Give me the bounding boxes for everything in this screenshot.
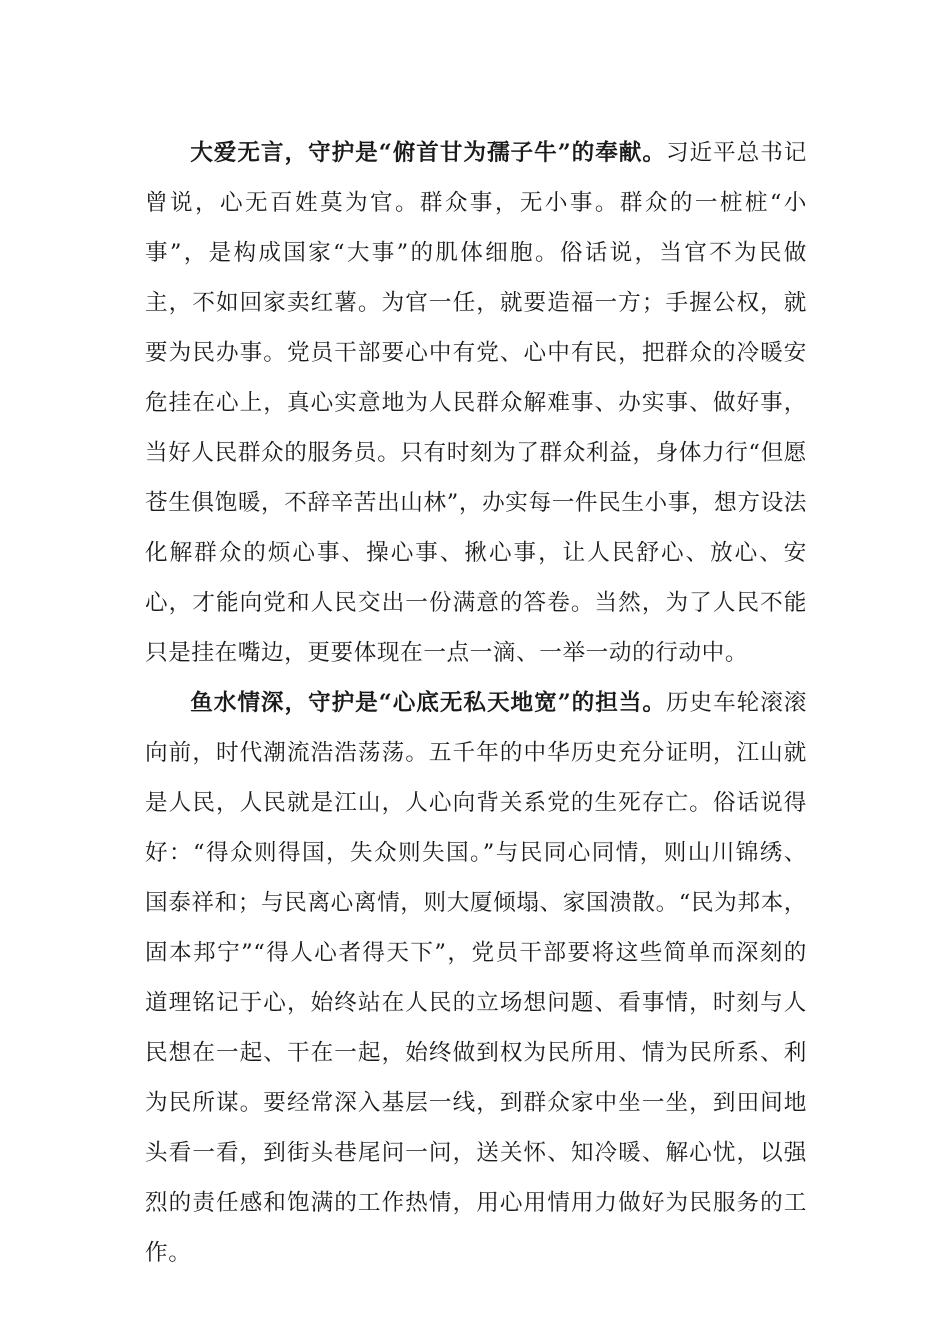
paragraph-2-text: 历史车轮滚滚向前，时代潮流浩浩荡荡。五千年的中华历史充分证明，江山就是人民，人民就是江山，人心向背关系党的生死存亡。俗话说得好：“得众则得国，失众则失国。”与民同心同情，则山川锦绣、国泰祥和；与民离心离情，则大厦倾塌、家国溃散。“民为邦本，固本邦宁”“得人心者得天下”，党员干部要将这些简单而深刻的道理铭记于心，始终站在人民的立场想问题、看事情，时刻与人民想在一起、干在一起，始终做到权为民所用、情为民所系、利为民所谋。要经常深入基层一线，到群众家中坐一坐，到田间地头看一看，到街头巷尾问一问，送关怀、知冷暖、解心忧，以强烈的责任感和饱满的工作热情，用心用情用力做好为民服务的工作。 (145, 690, 807, 1266)
document-body (145, 128, 807, 1278)
paragraph-1-heading: 大爱无言，守护是“俯首甘为孺子牛”的奉献。 (190, 140, 666, 166)
paragraph-1 (145, 128, 807, 678)
paragraph-2-heading: 鱼水情深，守护是“心底无私天地宽”的担当。 (190, 690, 666, 716)
paragraph-1-text: 习近平总书记曾说，心无百姓莫为官。群众事，无小事。群众的一桩桩“小事”，是构成国家“大事”的肌体细胞。俗话说，当官不为民做主，不如回家卖红薯。为官一任，就要造福一方；手握公权，就要为民办事。党员干部要心中有党、心中有民，把群众的冷暖安危挂在心上，真心实意地为人民群众解难事、办实事、做好事，当好人民群众的服务员。只有时刻为了群众利益，身体力行“但愿苍生俱饱暖，不辞辛苦出山林”，办实每一件民生小事，想方设法化解群众的烦心事、操心事、揪心事，让人民舒心、放心、安心，才能向党和人民交出一份满意的答卷。当然，为了人民不能只是挂在嘴边，更要体现在一点一滴、一举一动的行动中。 (145, 140, 807, 666)
paragraph-2 (145, 678, 807, 1278)
